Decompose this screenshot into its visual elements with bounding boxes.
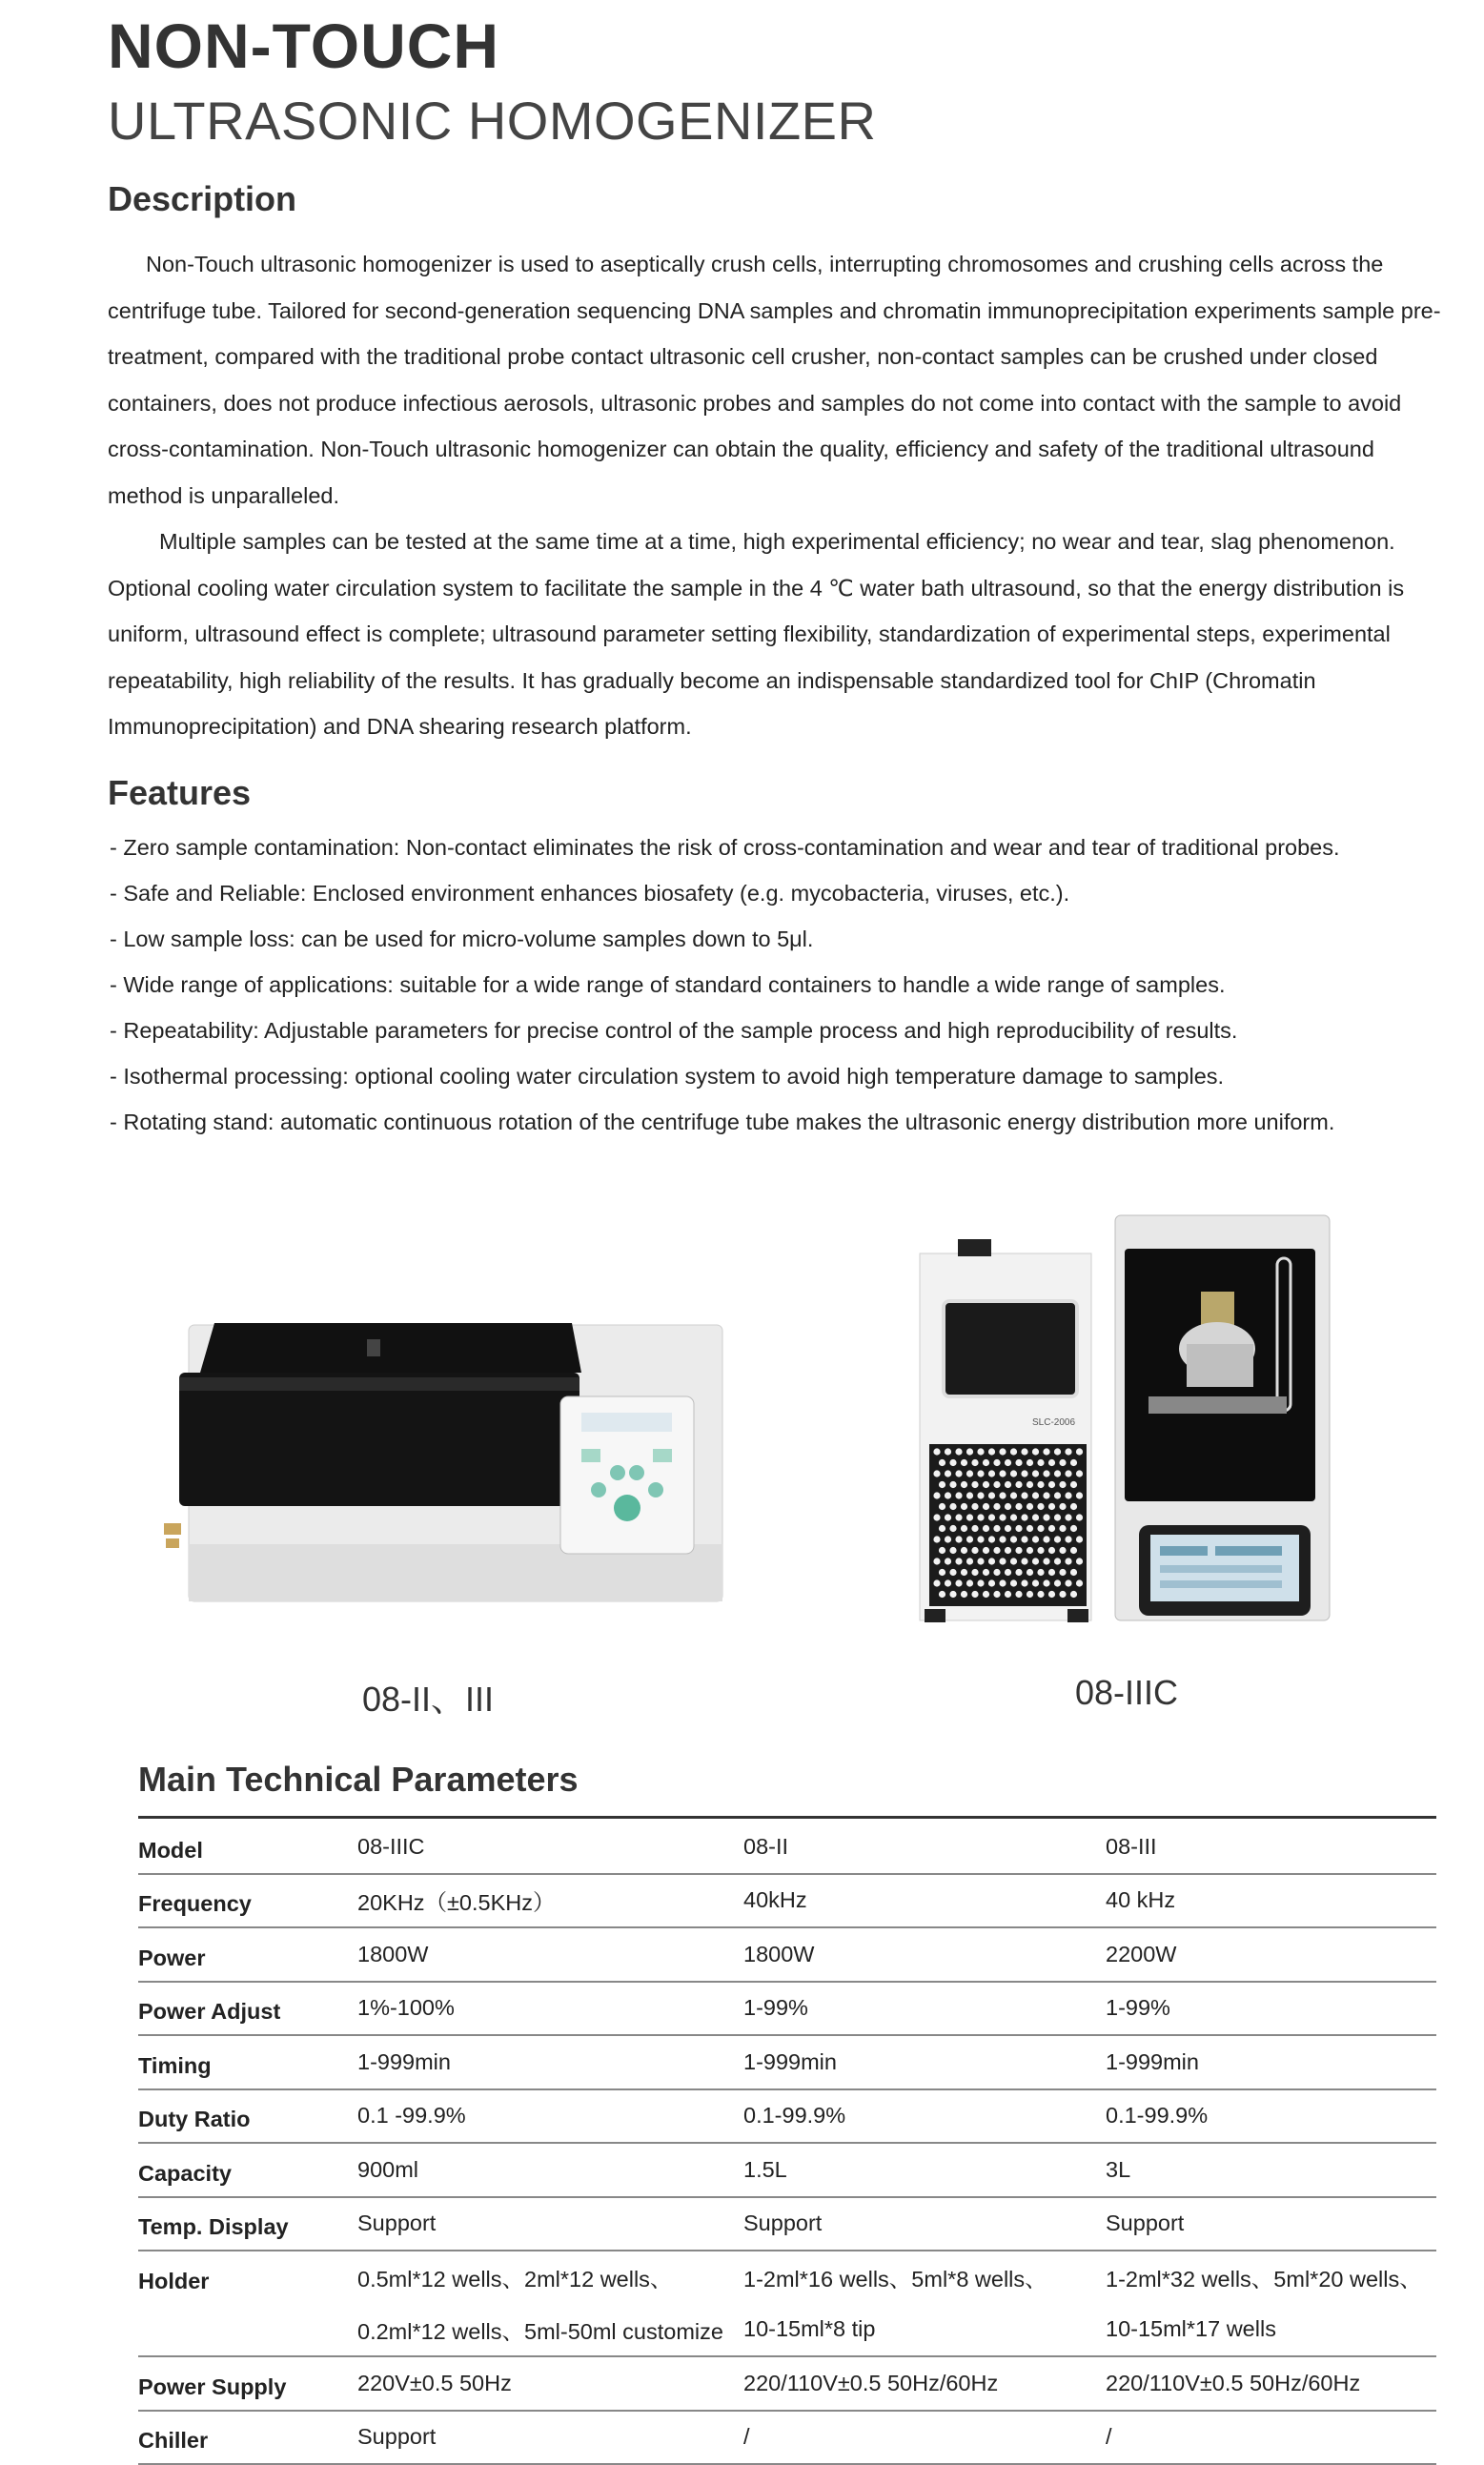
grille-hole [955,1470,962,1477]
grille-hole [1032,1448,1039,1455]
grille-hole [1032,1579,1039,1586]
grille-hole [949,1481,956,1488]
grille-hole [1043,1514,1049,1520]
grille-hole [1015,1547,1022,1554]
grille-hole [1048,1459,1055,1466]
grille-hole [1043,1536,1049,1542]
grille-hole [988,1514,995,1520]
param-value: / [743,2411,1106,2465]
grille-hole [971,1503,978,1510]
grille-hole [939,1459,945,1466]
param-label: Frequency [138,1874,357,1928]
grille-hole [1015,1525,1022,1532]
grille-hole [1048,1569,1055,1576]
grille-hole [999,1558,1006,1564]
param-value: 1-99% [743,1982,1106,2036]
grille-hole [1059,1547,1066,1554]
feature-item: - Repeatability: Adjustable parameters for precise control of the sample process and high reproducibility of results. [110,1018,1238,1043]
param-value: 0.1-99.9% [1106,2089,1436,2144]
grille-hole [1043,1492,1049,1498]
grille-hole [999,1470,1006,1477]
grille-hole [1059,1569,1066,1576]
grille-hole [1010,1492,1017,1498]
grille-hole [993,1525,1000,1532]
param-value: 220/110V±0.5 50Hz/60Hz [743,2356,1106,2411]
grille-hole [949,1569,956,1576]
features-list [110,825,1340,1145]
grille-hole [1021,1492,1027,1498]
grille-hole [1043,1448,1049,1455]
grille-hole [1054,1536,1061,1542]
param-label: Power Adjust [138,1982,357,2036]
param-value: Support [743,2197,1106,2251]
grille-hole [961,1525,967,1532]
grille-hole [1005,1459,1011,1466]
grille-hole [939,1569,945,1576]
param-value: 1-99% [1106,1982,1436,2036]
grille-hole [945,1492,951,1498]
grille-hole [966,1492,973,1498]
grille-hole [933,1492,940,1498]
grille-hole [945,1448,951,1455]
grille-hole [971,1525,978,1532]
grille-hole [1010,1536,1017,1542]
grille-hole [1065,1579,1071,1586]
table-row [138,2356,1436,2411]
description-body [108,241,1442,750]
grille-hole [939,1591,945,1598]
param-value: 3L [1106,2143,1436,2197]
grille-hole [1032,1514,1039,1520]
page-title: NON-TOUCH [108,10,500,81]
grille-hole [1059,1459,1066,1466]
grille-hole [1065,1448,1071,1455]
grille-hole [1010,1470,1017,1477]
grille-hole [993,1569,1000,1576]
grille-hole [1076,1492,1083,1498]
grille-hole [1005,1481,1011,1488]
grille-hole [1065,1536,1071,1542]
grille-hole [955,1492,962,1498]
grille-hole [988,1558,995,1564]
parameters-top-rule [138,1816,1436,1819]
grille-hole [983,1569,989,1576]
param-value: Support [357,2411,743,2465]
grille-hole [961,1459,967,1466]
grille-hole [1027,1525,1033,1532]
grille-hole [988,1536,995,1542]
param-value: 2200W [1106,1927,1436,1982]
grille-hole [1021,1558,1027,1564]
grille-hole [961,1591,967,1598]
grille-hole [945,1558,951,1564]
grille-hole [939,1481,945,1488]
param-value: 1-999min [743,2035,1106,2089]
grille-hole [999,1579,1006,1586]
features-heading: Features [108,773,252,812]
grille-hole [1054,1470,1061,1477]
grille-hole [988,1492,995,1498]
param-value: 40 kHz [1106,1874,1436,1928]
grille-hole [1032,1536,1039,1542]
param-value: 40kHz [743,1874,1106,1928]
grille-hole [1027,1547,1033,1554]
grille-hole [1076,1536,1083,1542]
table-row [138,2304,1436,2357]
table-row [138,2143,1436,2197]
table-row [138,2411,1436,2465]
grille-hole [1065,1558,1071,1564]
grille-hole [1054,1448,1061,1455]
grille-hole [983,1525,989,1532]
grille-hole [1037,1591,1044,1598]
product-image-08-iiic [910,1211,1339,1630]
grille-hole [945,1470,951,1477]
grille-hole [1005,1503,1011,1510]
grille-hole [977,1448,984,1455]
param-value: 10-15ml*17 wells [1106,2304,1436,2357]
grille-hole [1054,1579,1061,1586]
table-row [138,2089,1436,2144]
grille-hole [993,1591,1000,1598]
grille-hole [933,1536,940,1542]
grille-hole [1065,1470,1071,1477]
grille-hole [955,1536,962,1542]
grille-hole [955,1558,962,1564]
grille-hole [945,1514,951,1520]
table-row [138,1982,1436,2036]
grille-hole [1059,1481,1066,1488]
grille-hole [966,1536,973,1542]
grille-hole [1021,1448,1027,1455]
grille-hole [961,1547,967,1554]
product-caption-right: 08-IIIC [1075,1673,1179,1712]
grille-hole [1015,1481,1022,1488]
param-value: 1800W [357,1927,743,1982]
grille-hole [1010,1558,1017,1564]
grille-hole [1037,1481,1044,1488]
param-value: Support [1106,2197,1436,2251]
grille-hole [955,1579,962,1586]
grille-hole [966,1558,973,1564]
grille-hole [1043,1579,1049,1586]
table-row [138,1927,1436,1982]
grille-hole [1054,1558,1061,1564]
grille-hole [1059,1525,1066,1532]
table-row [138,2251,1436,2304]
grille-hole [939,1525,945,1532]
grille-hole [1076,1470,1083,1477]
grille-hole [1076,1448,1083,1455]
grille-hole [1065,1514,1071,1520]
chiller-model-label: SLC-2006 [1032,1417,1076,1428]
grille-hole [1010,1579,1017,1586]
grille-hole [1070,1503,1077,1510]
table-row [138,2035,1436,2089]
grille-hole [971,1459,978,1466]
grille-hole [949,1525,956,1532]
param-value: 220/110V±0.5 50Hz/60Hz [1106,2356,1436,2411]
grille-hole [1021,1470,1027,1477]
grille-hole [1021,1579,1027,1586]
grille-hole [977,1558,984,1564]
grille-hole [1005,1547,1011,1554]
grille-hole [971,1569,978,1576]
grille-hole [961,1503,967,1510]
grille-hole [1032,1558,1039,1564]
param-value: 0.1-99.9% [743,2089,1106,2144]
grille-hole [933,1514,940,1520]
grille-hole [1032,1470,1039,1477]
grille-hole [1027,1569,1033,1576]
param-value: 0.5ml*12 wells、2ml*12 wells、 [357,2267,673,2292]
grille-hole [939,1503,945,1510]
grille-hole [988,1448,995,1455]
param-value: 0.1 -99.9% [357,2089,743,2144]
param-label: Temp. Display [138,2197,357,2251]
grille-hole [1010,1514,1017,1520]
grille-hole [1070,1525,1077,1532]
grille-hole [988,1579,995,1586]
grille-hole [1048,1547,1055,1554]
grille-hole [949,1503,956,1510]
description-paragraph: Multiple samples can be tested at the same time at a time, high experimental efficiency; no wear and tear, slag phenomenon. Optional cooling water circulation system to facilitate the sample in the 4 ℃ water bath ultrasound, so that the energy distribution is uniform, ultrasound effect is complete; ultrasound parameter setting flexibility, standardization of experimental steps, experimental repeatability, high reliability of the results. It has gradually become an indispensable standardized tool for ChIP (Chromatin Immunoprecipitation) and DNA shearing research platform. [108,529,1405,739]
grille-hole [1054,1514,1061,1520]
grille-hole [1059,1591,1066,1598]
grille-hole [966,1579,973,1586]
grille-hole [983,1481,989,1488]
grille-hole [1027,1591,1033,1598]
page-subtitle: ULTRASONIC HOMOGENIZER [108,91,877,151]
param-label: Timing [138,2035,357,2089]
grille-hole [993,1459,1000,1466]
grille-hole [1048,1591,1055,1598]
feature-item: - Zero sample contamination: Non-contact eliminates the risk of cross-contamination and wear and tear of traditional probes. [110,835,1340,860]
grille-hole [977,1470,984,1477]
feature-item: - Wide range of applications: suitable for a wide range of standard containers to handle a wide range of samples. [110,972,1226,997]
grille-hole [983,1503,989,1510]
grille-hole [945,1536,951,1542]
grille-hole [983,1459,989,1466]
grille-hole [1048,1481,1055,1488]
param-value: 900ml [357,2143,743,2197]
grille-hole [1070,1591,1077,1598]
grille-hole [1070,1459,1077,1466]
grille-hole [999,1448,1006,1455]
grille-hole [966,1448,973,1455]
param-label: Chiller [138,2411,357,2465]
product-caption-left: 08-II、III [362,1680,495,1719]
grille-hole [999,1492,1006,1498]
grille-hole [983,1547,989,1554]
param-label: Model [138,1821,357,1874]
feature-item: - Rotating stand: automatic continuous rotation of the centrifuge tube makes the ultrasonic energy distribution more uniform. [110,1110,1335,1134]
grille-hole [949,1591,956,1598]
param-value: 1-2ml*32 wells、5ml*20 wells、 [1106,2267,1422,2292]
grille-hole [1048,1525,1055,1532]
table-row [138,2197,1436,2251]
grille-hole [1076,1558,1083,1564]
grille-hole [993,1547,1000,1554]
grille-hole [977,1536,984,1542]
param-value: / [1106,2411,1436,2465]
grille-hole [1048,1503,1055,1510]
param-label: Duty Ratio [138,2089,357,2144]
param-label: Power [138,1927,357,1982]
grille-hole [1054,1492,1061,1498]
param-value: 08-IIIC [357,1821,743,1874]
grille-hole [1005,1525,1011,1532]
param-label: Capacity [138,2143,357,2197]
grille-hole [949,1547,956,1554]
table-row [138,1821,1436,1874]
param-value: 10-15ml*8 tip [743,2304,1106,2357]
grille-hole [933,1579,940,1586]
grille-hole [933,1448,940,1455]
param-value: 08-II [743,1821,1106,1874]
grille-hole [1043,1470,1049,1477]
description-heading: Description [108,179,297,218]
grille-hole [971,1591,978,1598]
param-value: 08-III [1106,1821,1436,1874]
feature-item: - Isothermal processing: optional cooling water circulation system to avoid high temperature damage to samples. [110,1064,1225,1089]
grille-hole [945,1579,951,1586]
feature-item: - Low sample loss: can be used for micro-volume samples down to 5μl. [110,927,814,951]
param-value: 1800W [743,1927,1106,1982]
grille-hole [1015,1503,1022,1510]
grille-hole [933,1470,940,1477]
grille-hole [961,1481,967,1488]
grille-hole [1032,1492,1039,1498]
grille-hole [955,1448,962,1455]
grille-hole [1076,1514,1083,1520]
grille-hole [1043,1558,1049,1564]
grille-hole [983,1591,989,1598]
param-value: 1.5L [743,2143,1106,2197]
grille-hole [966,1470,973,1477]
grille-hole [977,1579,984,1586]
grille-hole [966,1514,973,1520]
grille-hole [999,1536,1006,1542]
parameters-table [138,1821,1436,2465]
grille-hole [1070,1547,1077,1554]
grille-hole [1070,1569,1077,1576]
grille-hole [971,1547,978,1554]
grille-hole [1037,1459,1044,1466]
grille-hole [961,1569,967,1576]
grille-hole [1027,1459,1033,1466]
grille-hole [1015,1569,1022,1576]
param-value: 0.2ml*12 wells、5ml-50ml customize [357,2304,743,2357]
param-value: 1%-100% [357,1982,743,2036]
grille-hole [1015,1459,1022,1466]
grille-hole [1027,1481,1033,1488]
grille-hole [1027,1503,1033,1510]
grille-hole [1010,1448,1017,1455]
grille-hole [971,1481,978,1488]
param-value: 1-2ml*16 wells、5ml*8 wells、 [743,2267,1047,2292]
description-paragraph: Non-Touch ultrasonic homogenizer is used to aseptically crush cells, interrupting chromosomes and crushing cells across the centrifuge tube. Tailored for second-generation sequencing DNA samples and chromatin immunoprecipitation experiments sample pre-treatment, compared with the traditional probe contact ultrasonic cell crusher, non-contact samples can be crushed under closed containers, does not produce infectious aerosols, ultrasonic probes and samples do not come into contact with the sample to avoid cross-contamination. Non-Touch ultrasonic homogenizer can obtain the quality, efficiency and safety of the traditional ultrasound method is unparalleled. [108,252,1441,508]
param-value: Support [357,2197,743,2251]
param-value: 220V±0.5 50Hz [357,2356,743,2411]
grille-hole [1037,1569,1044,1576]
grille-hole [939,1547,945,1554]
grille-hole [1037,1503,1044,1510]
grille-hole [993,1481,1000,1488]
param-label: Power Supply [138,2356,357,2411]
grille-hole [977,1514,984,1520]
param-value: 1-999min [357,2035,743,2089]
feature-item: - Safe and Reliable: Enclosed environment enhances biosafety (e.g. mycobacteria, viruses, etc.). [110,881,1070,906]
param-value: 20KHz（±0.5KHz） [357,1874,743,1928]
grille-hole [1037,1525,1044,1532]
table-row [138,1874,1436,1928]
grille-hole [1021,1514,1027,1520]
grille-hole [1037,1547,1044,1554]
grille-hole [1076,1579,1083,1586]
grille-hole [1015,1591,1022,1598]
grille-hole [1005,1569,1011,1576]
grille-hole [933,1558,940,1564]
grille-hole [1059,1503,1066,1510]
grille-hole [1065,1492,1071,1498]
grille-hole [955,1514,962,1520]
grille-hole [1005,1591,1011,1598]
grille-hole [988,1470,995,1477]
param-value: 1-999min [1106,2035,1436,2089]
product-image-08-ii-iii [162,1306,734,1611]
grille-hole [977,1492,984,1498]
grille-hole [949,1459,956,1466]
grille-hole [1070,1481,1077,1488]
grille-hole [1021,1536,1027,1542]
grille-hole [999,1514,1006,1520]
param-label: Holder [138,2268,210,2293]
parameters-heading: Main Technical Parameters [138,1760,579,1799]
grille-hole [993,1503,1000,1510]
